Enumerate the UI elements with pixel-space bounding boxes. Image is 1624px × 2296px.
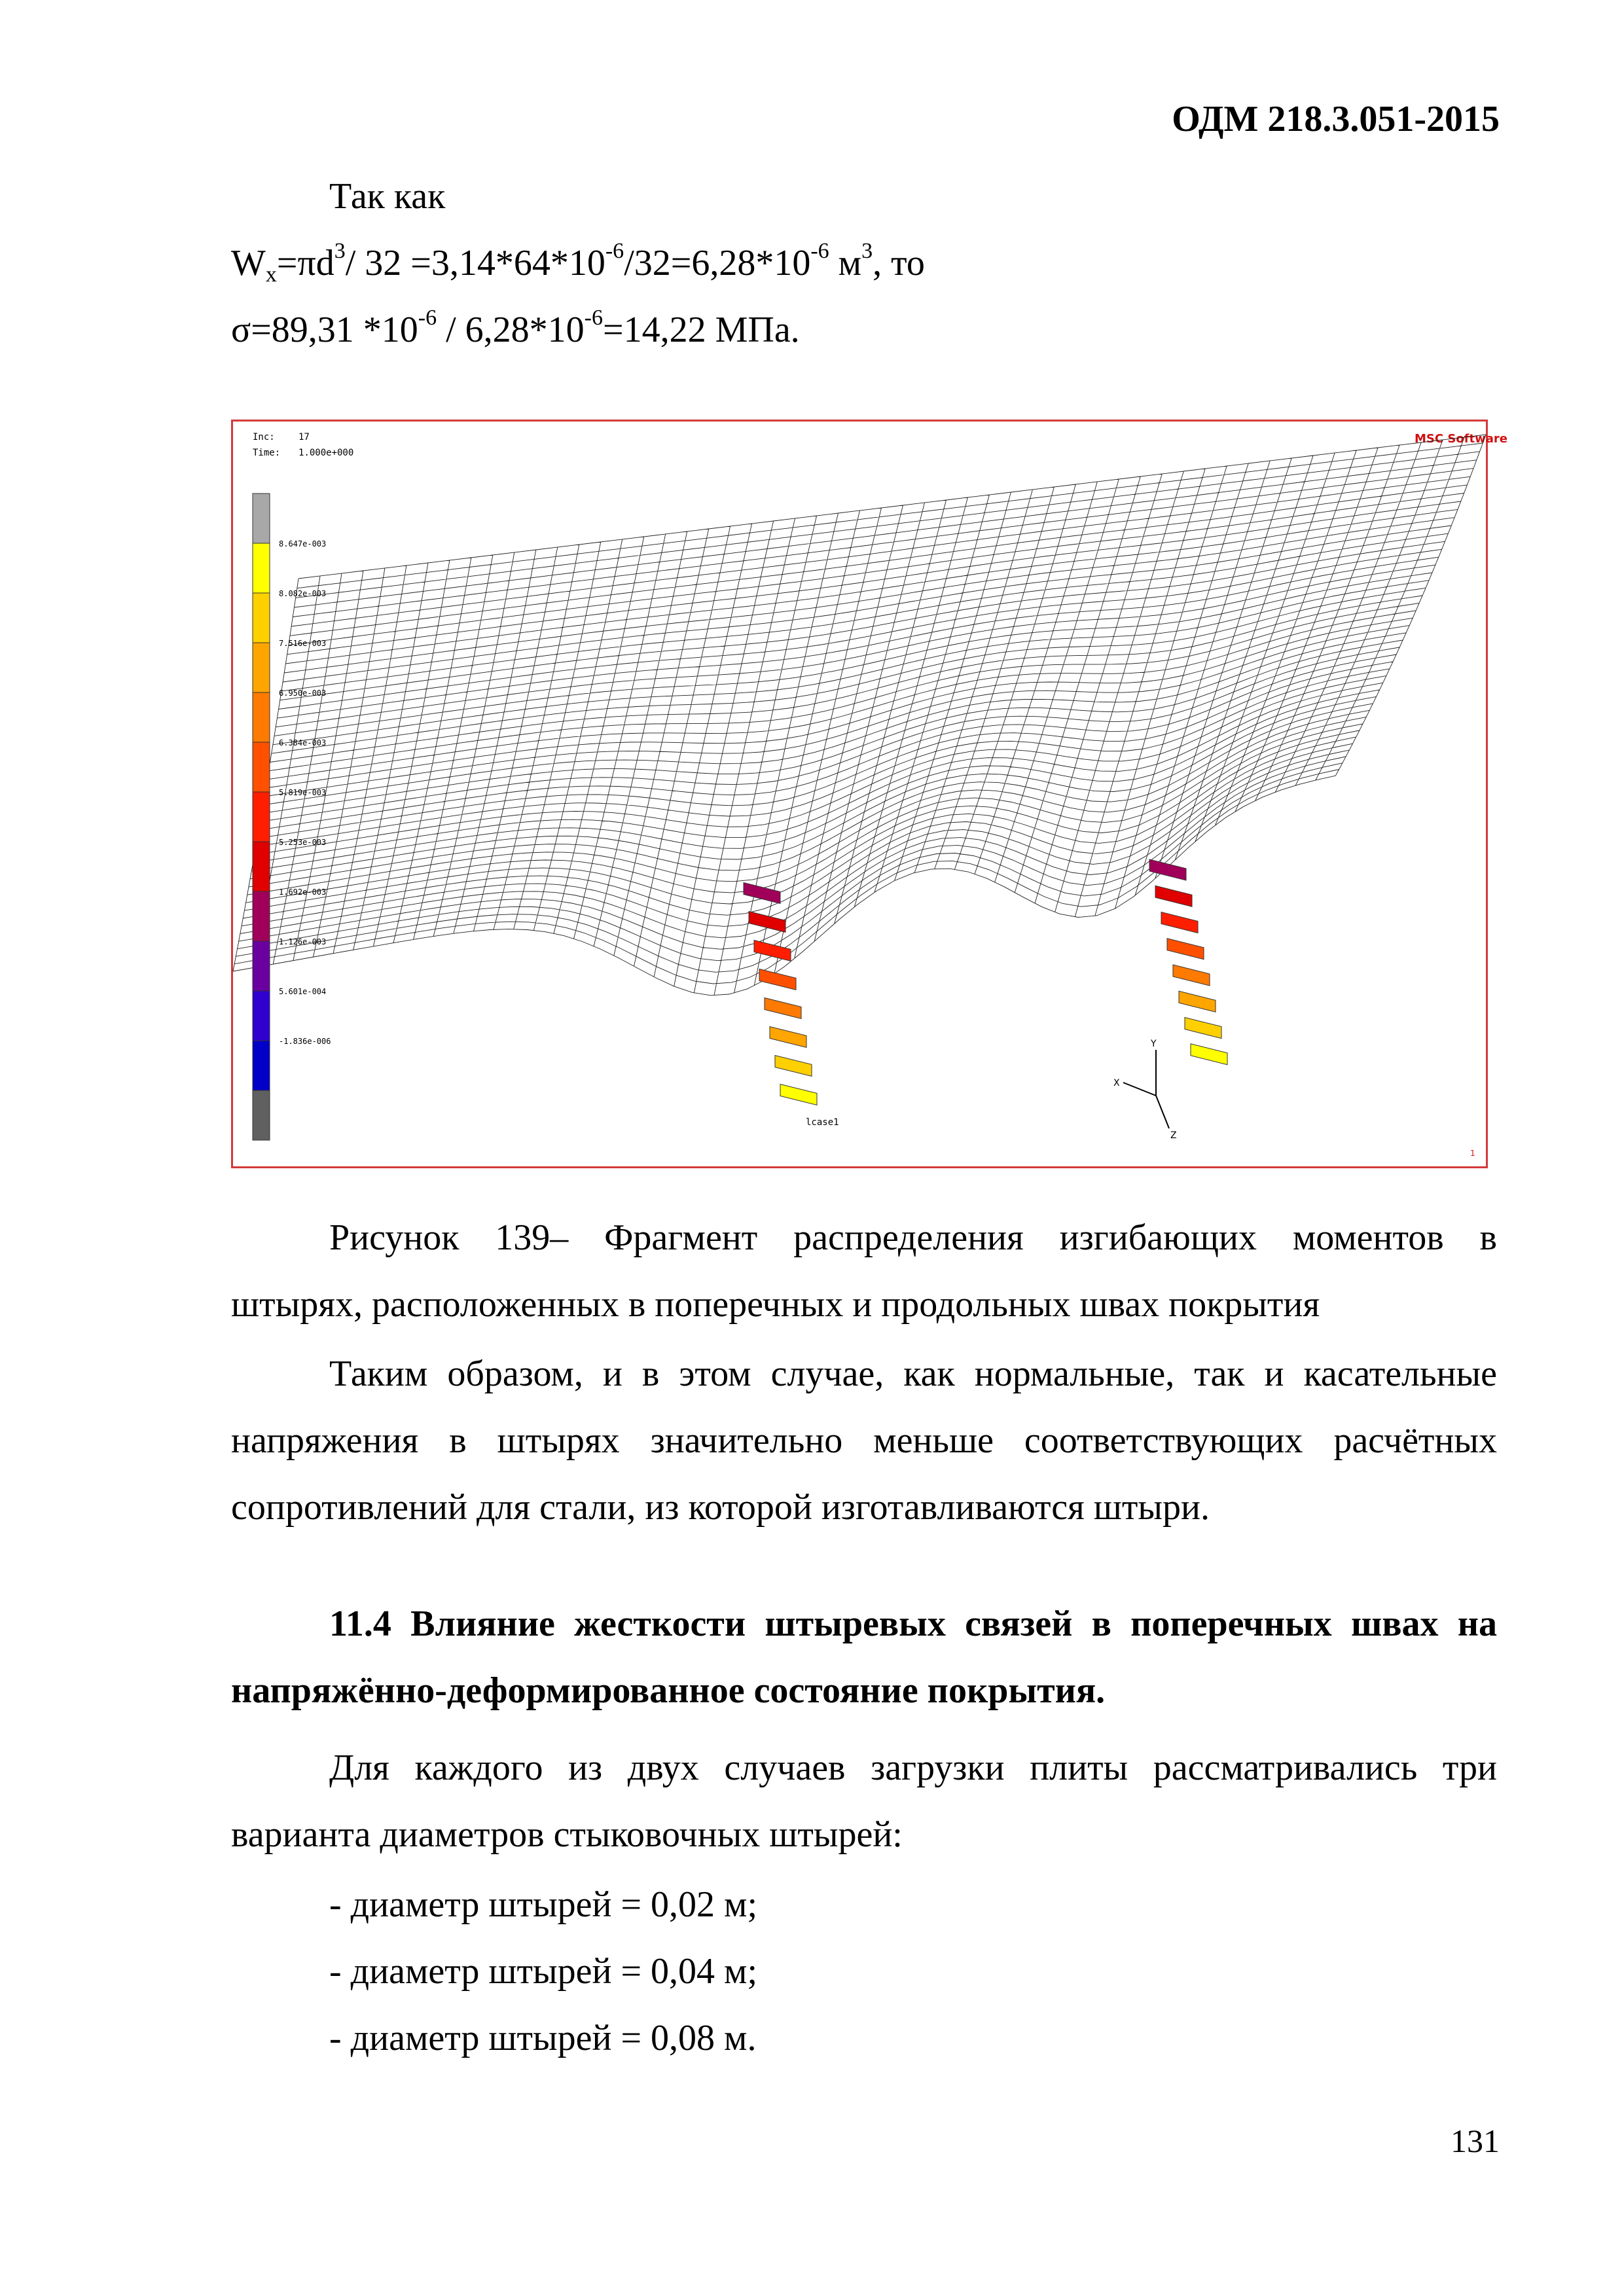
legend-swatch	[253, 543, 270, 593]
paragraph-conclusion: Таким образом, и в этом случае, как нормальные, так и касательные напряжения в штырях значительно меньше соответствующих расчётных сопротивлений для стали, из которой изготавливаются штыри.	[231, 1354, 1497, 1528]
legend-swatch	[253, 593, 270, 643]
legend-swatch	[253, 941, 270, 991]
document-code: ОДМ 218.3.051-2015	[1172, 99, 1500, 139]
section-heading: 11.4 Влияние жесткости штыревых связей в поперечных швах на напряжённо-деформированное состояние покрытия.	[231, 1604, 1497, 1711]
legend-swatch	[253, 1090, 270, 1140]
dowel-marker	[1161, 912, 1198, 933]
legend-swatch	[253, 891, 270, 941]
dowel-marker	[780, 1084, 817, 1105]
dowel-marker	[775, 1055, 812, 1076]
legend-value: 5.819e-003	[279, 788, 327, 797]
formula-sigma: σ=89,31 $*10^{-6} / 6,28*10^{-6}=14,22$ МПа.	[231, 306, 800, 350]
dowel-marker	[770, 1026, 806, 1047]
dowel-marker	[1185, 1018, 1221, 1039]
dowel-marker	[1167, 939, 1204, 960]
list-item: - диаметр штырей = 0,02 м;	[329, 1884, 758, 1925]
page-number: 131	[1451, 2123, 1500, 2159]
dowel-marker	[765, 997, 801, 1018]
legend-value: 6.950e-003	[279, 689, 327, 698]
dowel-marker	[744, 882, 780, 903]
load-case-label: lcase1	[806, 1117, 839, 1128]
axis-x-label: X	[1113, 1078, 1120, 1088]
legend-value: 5.253e-003	[279, 838, 327, 847]
figure-caption: Рисунок 139– Фрагмент распределения изгибающих моментов в штырях, расположенных в поперечных и продольных швах покрытия	[231, 1217, 1497, 1325]
dowel-markers	[744, 859, 1227, 1105]
dowel-marker	[749, 911, 785, 932]
dowel-marker	[1179, 991, 1216, 1012]
formula-intro: Так как	[329, 176, 446, 217]
legend-swatch	[253, 792, 270, 842]
legend-value: 8.647e-003	[279, 539, 327, 548]
svg-text:MSC Software: MSC Software	[1415, 432, 1507, 446]
legend-swatch	[253, 493, 270, 543]
deformed-mesh	[233, 435, 1486, 996]
legend-value: 1.126e-003	[279, 937, 327, 946]
corner-number: 1	[1470, 1149, 1475, 1158]
legend-value: -1.836e-006	[279, 1037, 331, 1046]
dowel-marker	[1149, 859, 1186, 880]
time-value: 1.000e+000	[298, 448, 354, 458]
fem-figure	[231, 420, 1507, 1168]
dowel-marker	[759, 969, 796, 990]
legend-value: 8.082e-003	[279, 589, 327, 598]
fem-mesh-plot	[233, 422, 1507, 1166]
time-label: Time:	[253, 448, 281, 458]
legend-value: 6.384e-003	[279, 738, 327, 747]
list-item: - диаметр штырей = 0,04 м;	[329, 1951, 758, 1992]
inc-label: Inc:	[253, 432, 275, 442]
legend-swatch	[253, 742, 270, 792]
legend-value: 1.692e-003	[279, 888, 327, 897]
axis-z-label: Z	[1170, 1130, 1177, 1141]
formula-wx: $W_x=\pi d^3/$ $32 =3,14*64*10^{-6}/32=6,28*10^{-6}$ $м^3$, то	[231, 239, 925, 287]
mesh-lines	[233, 435, 1486, 996]
legend-swatch	[253, 643, 270, 692]
paragraph-variants: Для каждого из двух случаев загрузки плиты рассматривались три варианта диаметров стыковочных штырей:	[231, 1748, 1497, 1855]
dowel-marker	[1155, 886, 1192, 906]
axis-y-label: Y	[1151, 1039, 1157, 1049]
legend-swatch	[253, 692, 270, 742]
list-item: - диаметр штырей = 0,08 м.	[329, 2018, 757, 2058]
inc-value: 17	[298, 432, 310, 442]
dowel-marker	[1173, 965, 1210, 986]
legend-value: 5.601e-004	[279, 987, 327, 996]
legend-value: 7.516e-003	[279, 639, 327, 648]
axis-triad	[1113, 1039, 1177, 1141]
legend-swatch	[253, 842, 270, 891]
legend-swatch	[253, 991, 270, 1041]
msc-logo	[1415, 432, 1507, 446]
dowel-marker	[754, 940, 791, 961]
dowel-marker	[1191, 1044, 1227, 1065]
legend-swatch	[253, 1041, 270, 1090]
